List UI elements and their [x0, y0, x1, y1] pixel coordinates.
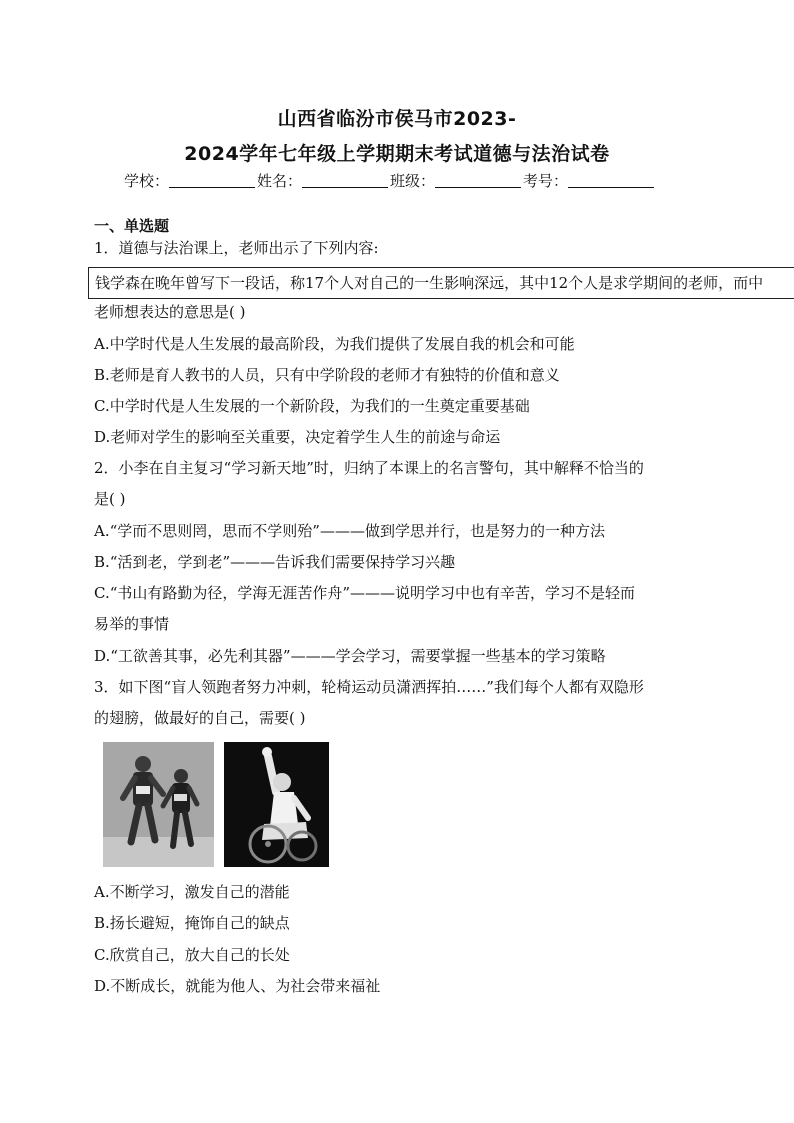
- name-label: 姓名：: [257, 172, 303, 190]
- school-label: 学校：: [124, 172, 170, 190]
- section-heading: 一、单选题: [94, 217, 170, 235]
- q1-option-c: C.中学时代是人生发展的一个新阶段，为我们的一生奠定重要基础: [94, 397, 530, 415]
- q2-option-d: D.“工欲善其事，必先利其器”———学会学习，需要掌握一些基本的学习策略: [94, 647, 606, 665]
- q3-stem-line1: 3．如下图“盲人领跑者努力冲刺，轮椅运动员潇洒挥拍……”我们每个人都有双隐形: [94, 678, 644, 696]
- q2-option-c-line2: 易举的事情: [94, 615, 170, 633]
- q1-ask: 老师想表达的意思是( ): [94, 303, 246, 321]
- school-blank: [169, 173, 255, 188]
- wheelchair-athlete-photo: [224, 742, 329, 867]
- q2-option-c-line1: C.“书山有路勤为径，学海无涯苦作舟”———说明学习中也有辛苦，学习不是轻而: [94, 584, 636, 602]
- q3-option-b: B.扬长避短，掩饰自己的缺点: [94, 914, 290, 932]
- q2-stem-line1: 2．小李在自主复习“学习新天地”时，归纳了本课上的名言警句，其中解释不恰当的: [94, 459, 644, 477]
- q1-option-d: D.老师对学生的影响至关重要，决定着学生人生的前途与命运: [94, 428, 501, 446]
- q3-option-c: C.欣赏自己，放大自己的长处: [94, 946, 290, 964]
- q1-stem: 1．道德与法治课上，老师出示了下列内容:: [94, 239, 379, 257]
- name-blank: [302, 173, 388, 188]
- q2-stem-line2: 是( ): [94, 490, 126, 508]
- exam-number-blank: [568, 173, 654, 188]
- blind-runner-photo: [103, 742, 214, 867]
- q1-option-a: A.中学时代是人生发展的最高阶段，为我们提供了发展自我的机会和可能: [94, 335, 575, 353]
- q2-option-a: A.“学而不思则罔，思而不学则殆”———做到学思并行，也是努力的一种方法: [94, 522, 605, 540]
- exam-title-line2: 2024学年七年级上学期期末考试道德与法治试卷: [184, 143, 610, 165]
- class-blank: [435, 173, 521, 188]
- student-info-line: [124, 170, 656, 191]
- q1-quote-text: 钱学森在晚年曾写下一段话，称17个人对自己的一生影响深远，其中12个人是求学期间的老师，而中: [95, 274, 764, 292]
- exam-title-line1: 山西省临汾市侯马市2023-: [277, 108, 517, 130]
- exam-number-label: 考号：: [523, 172, 569, 190]
- q1-option-b: B.老师是育人教书的人员，只有中学阶段的老师才有独特的价值和意义: [94, 366, 560, 384]
- q2-option-b: B.“活到老，学到老”———告诉我们需要保持学习兴趣: [94, 553, 456, 571]
- q3-option-d: D.不断成长，就能为他人、为社会带来福祉: [94, 977, 381, 995]
- q3-option-a: A.不断学习，激发自己的潜能: [94, 883, 290, 901]
- class-label: 班级：: [390, 172, 436, 190]
- q3-stem-line2: 的翅膀，做最好的自己，需要( ): [94, 709, 306, 727]
- q1-quote-box: [88, 267, 794, 299]
